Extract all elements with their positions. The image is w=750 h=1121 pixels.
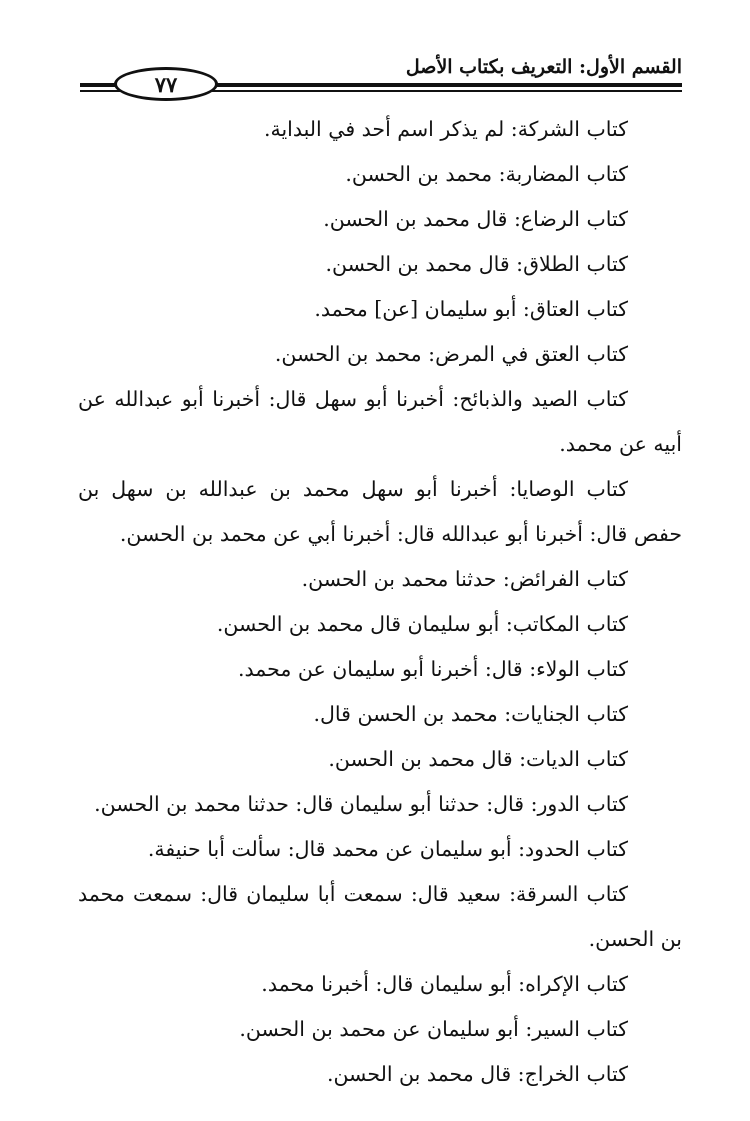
- entry-itq-marad: كتاب العتق في المرض: محمد بن الحسن.: [274, 342, 628, 366]
- entry-jinayat: كتاب الجنايات: محمد بن الحسن قال.: [313, 702, 628, 726]
- entry-mukatab: كتاب المكاتب: أبو سليمان قال محمد بن الحسن.: [216, 612, 628, 636]
- entry-mudaraba: كتاب المضاربة: محمد بن الحسن.: [345, 162, 628, 186]
- entry-rida: كتاب الرضاع: قال محمد بن الحسن.: [323, 207, 628, 231]
- entry-ikrah: كتاب الإكراه: أبو سليمان قال: أخبرنا محمد.: [261, 972, 628, 996]
- entry-wala: كتاب الولاء: قال: أخبرنا أبو سليمان عن محمد.: [237, 657, 628, 681]
- entry-faraid: كتاب الفرائض: حدثنا محمد بن الحسن.: [301, 567, 628, 591]
- section-title: القسم الأول: التعريف بكتاب الأصل: [405, 56, 682, 78]
- page-number: ٧٧: [154, 71, 178, 97]
- entry-sayd-dhabaih: كتاب الصيد والذبائح: أخبرنا أبو سهل قال: أخبرنا أبو عبدالله عن أبيه عن محمد.: [78, 387, 682, 456]
- entry-diyat: كتاب الديات: قال محمد بن الحسن.: [328, 747, 628, 771]
- entry-siyar: كتاب السير: أبو سليمان عن محمد بن الحسن.: [239, 1017, 628, 1041]
- entry-kharaj: كتاب الخراج: قال محمد بن الحسن.: [326, 1062, 628, 1086]
- entry-ataq: كتاب العتاق: أبو سليمان [عن] محمد.: [314, 297, 628, 321]
- entry-dur: كتاب الدور: قال: حدثنا أبو سليمان قال: حدثنا محمد بن الحسن.: [94, 792, 628, 816]
- body-text: [78, 107, 682, 1097]
- entry-talaq: كتاب الطلاق: قال محمد بن الحسن.: [325, 252, 628, 276]
- entry-sharika: كتاب الشركة: لم يذكر اسم أحد في البداية.: [263, 117, 628, 141]
- running-header: [80, 50, 682, 102]
- entry-hudud: كتاب الحدود: أبو سليمان عن محمد قال: سألت أبا حنيفة.: [147, 837, 628, 861]
- page-number-badge: [114, 67, 218, 101]
- entry-sariqa: كتاب السرقة: سعيد قال: سمعت أبا سليمان قال: سمعت محمد بن الحسن.: [78, 882, 682, 951]
- entry-wasaya: كتاب الوصايا: أخبرنا أبو سهل محمد بن عبدالله بن سهل بن حفص قال: أخبرنا أبو عبدالله قال: أخبرنا أبي عن محمد بن الحسن.: [78, 477, 682, 546]
